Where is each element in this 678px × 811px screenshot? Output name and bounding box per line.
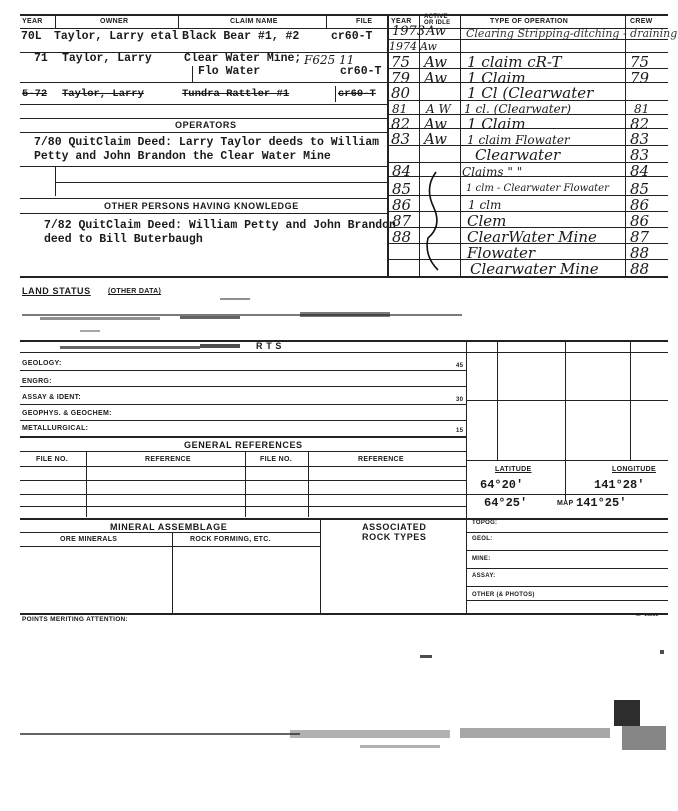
op-active-79: Aw xyxy=(424,69,447,87)
op-crew-84: 84 xyxy=(630,162,650,180)
operators-title: OPERATORS xyxy=(175,120,237,130)
operators-line-1: 7/80 QuitClaim Deed: Larry Taylor deeds to William xyxy=(34,136,380,149)
points-meriting-attention: POINTS MERITING ATTENTION: xyxy=(22,616,129,623)
longitude-label: LONGITUDE xyxy=(612,466,656,473)
op-type-85: 1 clm - Clearwater Flowater xyxy=(466,183,609,194)
mineral-assemblage-title: MINERAL ASSEMBLAGE xyxy=(110,522,228,532)
op-crew-83b: 83 xyxy=(630,146,650,164)
geol-field: GEOL: xyxy=(472,536,493,542)
mine-field: MINE: xyxy=(472,556,491,562)
other-persons-line-1: 7/82 QuitClaim Deed: William Petty and John Brandon xyxy=(44,219,396,232)
topog-field: TOPOG: xyxy=(472,520,498,526)
header-owner: OWNER xyxy=(100,18,129,25)
op-active-81: A W xyxy=(426,102,451,116)
associated-rock-types: ASSOCIATED ROCK TYPES xyxy=(362,522,427,542)
op-active-1974: Aw xyxy=(420,40,437,53)
op-year-83: 83 xyxy=(391,130,411,148)
op-crew-86: 86 xyxy=(630,196,650,214)
ref-header-file-no-2: FILE NO. xyxy=(260,456,292,463)
op-active-75: Aw xyxy=(424,53,447,71)
cat-metallurgical-num: 15 xyxy=(456,428,464,434)
form-code: SP-14518 xyxy=(636,612,659,617)
op-type-83: 1 claim Flowater xyxy=(467,133,570,147)
op-active-1973: Aw xyxy=(426,24,446,39)
op-crew-81: 81 xyxy=(634,102,650,116)
latitude-value-2: 64°25' xyxy=(484,496,528,510)
header-active-idle: ACTIVE OR IDLE xyxy=(424,14,451,26)
op-type-88: ClearWater Mine xyxy=(467,228,597,246)
op-year-81: 81 xyxy=(392,102,408,116)
owner-row-4-owner: Taylor, Larry xyxy=(62,88,144,100)
op-type-83b: Clearwater xyxy=(475,146,561,164)
owner-row-4-file: cr60-T xyxy=(338,88,376,100)
op-type-84: Claims " " xyxy=(462,165,523,179)
op-crew-88c: 88 xyxy=(630,260,650,278)
op-type-1973: Clearing Stripping-ditching - draining xyxy=(466,27,678,40)
cat-geology: GEOLOGY: xyxy=(22,360,62,367)
op-type-80: 1 Cl (Clearwater xyxy=(467,84,594,102)
op-year-85: 85 xyxy=(392,180,412,198)
owner-row-2-year: 71 xyxy=(34,52,48,65)
owner-row-3-claim: Flo Water xyxy=(198,65,261,78)
op-type-79: 1 Claim xyxy=(467,69,526,87)
general-references-title: GENERAL REFERENCES xyxy=(184,440,303,450)
header-type-of-operation: TYPE OF OPERATION xyxy=(490,18,569,25)
reports-label: R T S xyxy=(256,341,283,351)
ref-header-reference-1: REFERENCE xyxy=(145,456,191,463)
owner-row-3-file: cr60-T xyxy=(340,65,382,78)
op-year-1973: 1973 xyxy=(392,24,426,39)
op-year-1974: 1974 xyxy=(389,40,417,53)
owner-row-1-claim: Black Bear #1, #2 xyxy=(182,30,300,43)
owner-row-2-note: F625 11 xyxy=(304,53,355,67)
latitude-value: 64°20' xyxy=(480,478,524,492)
owner-row-4-claim: Tundra Rattler #1 xyxy=(182,88,290,100)
cat-metallurgical: METALLURGICAL: xyxy=(22,425,89,432)
op-year-86: 86 xyxy=(392,196,412,214)
land-status-sub: (OTHER DATA) xyxy=(108,288,162,295)
op-type-81: 1 cl. (Clearwater) xyxy=(464,102,572,116)
owner-row-1-owner: Taylor, Larry etal xyxy=(54,30,179,43)
cat-geology-num: 45 xyxy=(456,363,464,369)
rock-forming-header: ROCK FORMING, ETC. xyxy=(190,536,271,543)
other-persons-line-2: deed to Bill Buterbaugh xyxy=(44,233,203,246)
owner-row-2-owner: Taylor, Larry xyxy=(62,52,152,65)
op-crew-79: 79 xyxy=(630,69,650,87)
owner-row-1-file: cr60-T xyxy=(331,30,373,43)
longitude-value: 141°28' xyxy=(594,478,645,492)
op-year-88: 88 xyxy=(392,228,412,246)
ref-header-reference-2: REFERENCE xyxy=(358,456,404,463)
op-year-75: 75 xyxy=(391,53,411,71)
op-type-88c: Clearwater Mine xyxy=(470,260,599,278)
other-persons-title: OTHER PERSONS HAVING KNOWLEDGE xyxy=(104,201,299,211)
op-type-86: 1 clm xyxy=(468,198,502,212)
op-crew-82: 82 xyxy=(630,115,650,133)
op-crew-83: 83 xyxy=(630,130,650,148)
operators-line-2: Petty and John Brandon the Clear Water Mine xyxy=(34,150,331,163)
op-year-84: 84 xyxy=(392,162,412,180)
header-crew: CREW xyxy=(630,18,653,25)
op-year-79: 79 xyxy=(391,69,411,87)
op-crew-88b: 88 xyxy=(630,244,650,262)
cat-assay-num: 30 xyxy=(456,397,464,403)
map-label: MAP xyxy=(557,500,574,507)
op-crew-87: 86 xyxy=(630,212,650,230)
header-year: YEAR xyxy=(22,18,43,25)
op-crew-85: 85 xyxy=(630,180,650,198)
op-type-88b: Flowater xyxy=(467,244,536,262)
header-file: FILE xyxy=(356,18,373,25)
ore-minerals-header: ORE MINERALS xyxy=(60,536,118,543)
op-type-75: 1 claim cR-T xyxy=(467,53,562,71)
cat-assay: ASSAY & IDENT: xyxy=(22,394,82,401)
op-crew-88: 87 xyxy=(630,228,650,246)
other-photos-field: OTHER (& PHOTOS) xyxy=(472,592,535,598)
cat-geophys: GEOPHYS. & GEOCHEM: xyxy=(22,410,112,417)
owner-row-4-year: 5-72 xyxy=(22,88,48,100)
op-crew-75: 75 xyxy=(630,53,650,71)
longitude-value-2: 141°25' xyxy=(576,496,627,510)
land-status-label: LAND STATUS xyxy=(22,286,91,296)
assay-field: ASSAY: xyxy=(472,573,496,579)
ref-header-file-no-1: FILE NO. xyxy=(36,456,68,463)
bracket-mark-icon xyxy=(420,168,450,273)
op-active-83: Aw xyxy=(424,130,447,148)
op-year-80: 80 xyxy=(391,84,411,102)
header-year-ops: YEAR xyxy=(391,18,412,25)
owner-row-2-claim: Clear Water Mine; xyxy=(184,52,302,65)
op-type-87: Clem xyxy=(467,212,507,230)
latitude-label: LATITUDE xyxy=(495,466,532,473)
op-type-82: 1 Claim xyxy=(467,115,526,133)
op-year-82: 82 xyxy=(391,115,411,133)
header-claim-name: CLAIM NAME xyxy=(230,18,278,25)
cat-engrg: ENGRG: xyxy=(22,378,52,385)
op-active-82: Aw xyxy=(424,115,447,133)
owner-row-1-year: 70L xyxy=(21,30,42,43)
op-year-87: 87 xyxy=(392,212,412,230)
